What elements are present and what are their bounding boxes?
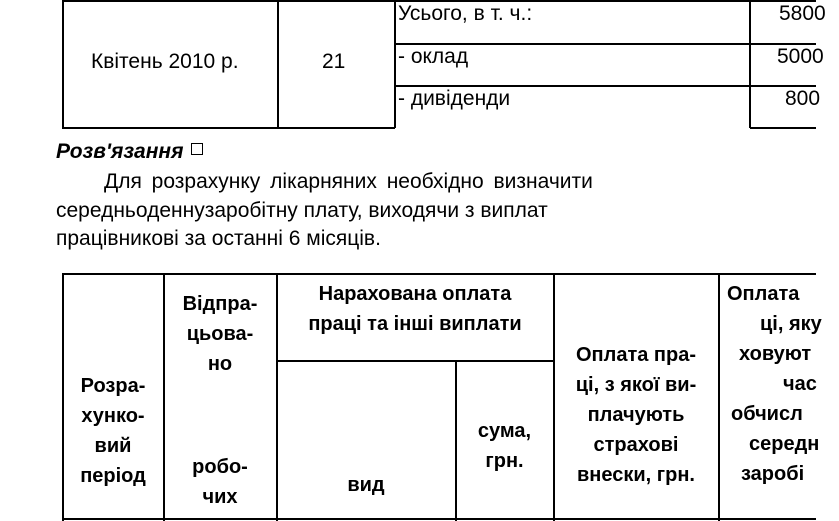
header-line: заробі [741, 463, 805, 485]
top-table-col-divider [749, 0, 751, 128]
top-table-border [62, 0, 64, 128]
header-line: чих [202, 486, 238, 508]
solution-heading [56, 140, 203, 164]
header-period [63, 371, 163, 491]
bottom-table-subheader-divider [276, 360, 554, 362]
header-worked [164, 289, 276, 379]
header-line: праці та інші виплати [308, 313, 522, 335]
header-insurance [554, 340, 718, 490]
period-cell: Квітень 2010 р. [91, 50, 239, 73]
days-cell: 21 [322, 50, 346, 73]
paragraph-line: Для розрахунку лікарняних необхідно визначити [104, 170, 593, 193]
header-line: Оплата пра- [575, 344, 697, 366]
row-amount: 5000 [777, 45, 824, 68]
header-line: вий [94, 435, 132, 457]
header-line: Відпра- [182, 293, 258, 315]
header-line: час [783, 373, 817, 395]
header-line: плачують [587, 404, 685, 426]
header-average [719, 279, 839, 489]
header-line: грн. [485, 450, 524, 472]
header-line: Оплата [727, 283, 800, 305]
row-amount: 800 [785, 87, 821, 110]
top-table-col-divider [394, 0, 396, 128]
header-sum [456, 416, 553, 476]
header-worked-days [164, 452, 276, 512]
header-line: ховуют [739, 343, 812, 365]
header-line: робо- [192, 456, 248, 478]
top-table-bottom-border [750, 127, 816, 129]
bottom-table-header-bottom [62, 518, 816, 520]
header-line: цьова- [186, 323, 254, 345]
bottom-table-border [62, 273, 816, 275]
header-line: хунко- [81, 405, 145, 427]
header-line: обчисл [731, 403, 803, 425]
checkbox-icon [191, 143, 203, 155]
row-label: Усього, в т. ч.: [398, 2, 533, 25]
header-line: період [80, 465, 146, 487]
header-kind: вид [347, 474, 385, 496]
header-line: Розра- [80, 375, 146, 397]
row-label: - оклад [398, 45, 469, 68]
header-line: середн [749, 433, 820, 455]
header-line: сума, [477, 420, 532, 442]
header-line: ці, з якої ви- [575, 374, 697, 396]
header-line: но [207, 353, 233, 375]
header-line: внески, грн. [577, 464, 695, 486]
paragraph-line: працівникові за останні 6 місяців. [56, 227, 381, 250]
header-accrued [277, 279, 553, 339]
header-line: страхові [593, 434, 679, 456]
row-amount: 5800 [779, 2, 826, 25]
header-line: Нарахована оплата [318, 283, 512, 305]
solution-heading-text: Розв'язання [56, 140, 184, 163]
top-table-col-divider [277, 0, 279, 128]
header-line: ці, яку [760, 313, 822, 335]
paragraph-line: середньоденнузаробітну плату, виходячи з виплат [56, 199, 548, 222]
top-table-bottom-border [62, 127, 395, 129]
row-label: - дивіденди [398, 87, 511, 110]
